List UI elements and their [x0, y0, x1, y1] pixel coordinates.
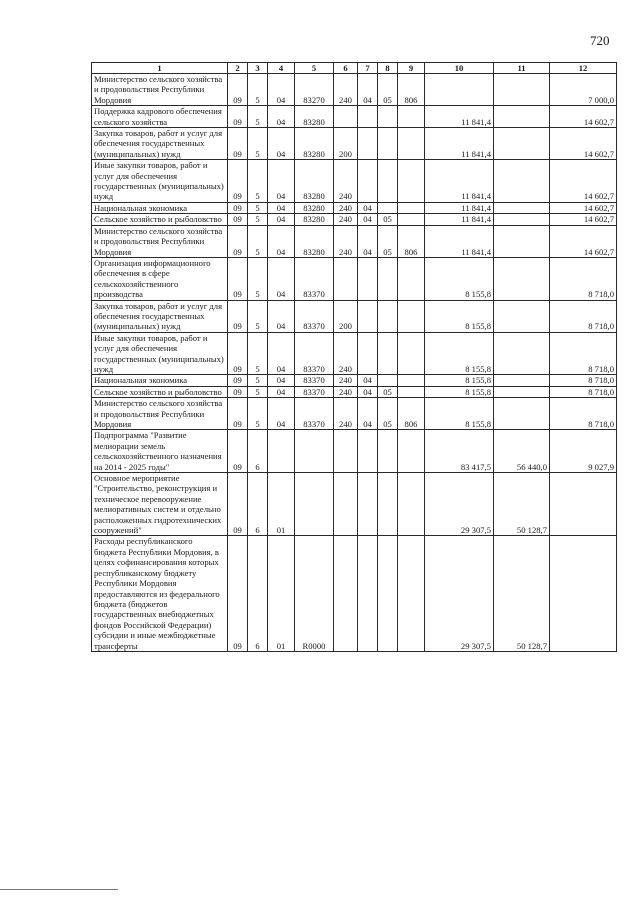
row-name-cell: Закупка товаров, работ и услуг для обеспечения государственных (муниципальных) нужд [92, 128, 228, 160]
code-cell [398, 430, 425, 473]
amount-cell: 14 602,7 [550, 106, 617, 128]
code-cell: 5 [248, 225, 268, 257]
column-header: 7 [358, 63, 378, 74]
code-cell: 5 [248, 375, 268, 386]
amount-cell: 11 841,4 [425, 202, 494, 213]
row-name-cell: Министерство сельского хозяйства и продовольствия Республики Мордовия [92, 74, 228, 106]
amount-cell [494, 128, 550, 160]
code-cell: 83270 [295, 74, 334, 106]
row-name-cell: Сельское хозяйство и рыболовство [92, 386, 228, 397]
code-cell: 5 [248, 74, 268, 106]
code-cell: 04 [268, 332, 295, 375]
code-cell: 04 [268, 225, 295, 257]
budget-table [91, 62, 617, 652]
amount-cell [494, 225, 550, 257]
code-cell [398, 300, 425, 332]
code-cell: 04 [268, 160, 295, 203]
code-cell [358, 160, 378, 203]
code-cell [334, 106, 358, 128]
table-row [92, 536, 617, 651]
code-cell: 09 [228, 473, 248, 536]
code-cell [295, 430, 334, 473]
amount-cell: 14 602,7 [550, 128, 617, 160]
code-cell [295, 473, 334, 536]
code-cell: 240 [334, 160, 358, 203]
code-cell [398, 160, 425, 203]
amount-cell: 56 440,0 [494, 430, 550, 473]
column-header: 3 [248, 63, 268, 74]
row-name-cell: Организация информационного обеспечения в сфере сельскохозяйственного производства [92, 257, 228, 300]
amount-cell: 14 602,7 [550, 160, 617, 203]
code-cell: 04 [268, 128, 295, 160]
amount-cell [425, 74, 494, 106]
table-row [92, 160, 617, 203]
code-cell: 83280 [295, 106, 334, 128]
amount-cell [494, 74, 550, 106]
code-cell: 5 [248, 398, 268, 430]
code-cell [398, 106, 425, 128]
code-cell [358, 257, 378, 300]
code-cell: 01 [268, 473, 295, 536]
code-cell: 200 [334, 128, 358, 160]
code-cell [398, 202, 425, 213]
table-row [92, 106, 617, 128]
code-cell [378, 430, 398, 473]
code-cell: 6 [248, 430, 268, 473]
table-row [92, 375, 617, 386]
table-row [92, 74, 617, 106]
amount-cell: 14 602,7 [550, 225, 617, 257]
code-cell: 09 [228, 300, 248, 332]
code-cell: 240 [334, 214, 358, 225]
code-cell: 806 [398, 398, 425, 430]
code-cell: 05 [378, 214, 398, 225]
amount-cell [494, 300, 550, 332]
code-cell: 240 [334, 74, 358, 106]
code-cell [358, 536, 378, 651]
code-cell [358, 430, 378, 473]
amount-cell [494, 398, 550, 430]
amount-cell [494, 332, 550, 375]
code-cell: 05 [378, 386, 398, 397]
code-cell [378, 375, 398, 386]
amount-cell: 8 718,0 [550, 386, 617, 397]
code-cell: 04 [358, 225, 378, 257]
code-cell [358, 128, 378, 160]
column-header: 8 [378, 63, 398, 74]
column-header: 1 [92, 63, 228, 74]
code-cell [378, 473, 398, 536]
code-cell [378, 106, 398, 128]
amount-cell [494, 375, 550, 386]
code-cell [334, 430, 358, 473]
code-cell: 01 [268, 536, 295, 651]
code-cell: 240 [334, 375, 358, 386]
table-row [92, 257, 617, 300]
code-cell: 04 [268, 257, 295, 300]
code-cell: 04 [268, 74, 295, 106]
code-cell [378, 257, 398, 300]
amount-cell: 14 602,7 [550, 214, 617, 225]
column-header: 11 [494, 63, 550, 74]
code-cell: 09 [228, 128, 248, 160]
code-cell [398, 536, 425, 651]
code-cell: 09 [228, 74, 248, 106]
code-cell: 5 [248, 214, 268, 225]
code-cell: 83370 [295, 257, 334, 300]
column-header: 12 [550, 63, 617, 74]
code-cell: 83370 [295, 300, 334, 332]
column-header: 4 [268, 63, 295, 74]
row-name-cell: Иные закупки товаров, работ и услуг для обеспечения государственных (муниципальных) нужд [92, 332, 228, 375]
code-cell: 04 [268, 106, 295, 128]
amount-cell: 14 602,7 [550, 202, 617, 213]
amount-cell [494, 214, 550, 225]
code-cell: 5 [248, 386, 268, 397]
amount-cell: 8 718,0 [550, 332, 617, 375]
amount-cell: 8 718,0 [550, 257, 617, 300]
code-cell: 09 [228, 214, 248, 225]
code-cell: 04 [268, 398, 295, 430]
amount-cell: 8 718,0 [550, 300, 617, 332]
code-cell: 09 [228, 430, 248, 473]
code-cell: 83370 [295, 398, 334, 430]
code-cell: 240 [334, 202, 358, 213]
code-cell [398, 257, 425, 300]
code-cell [378, 128, 398, 160]
code-cell [358, 300, 378, 332]
code-cell: 83370 [295, 332, 334, 375]
table-row [92, 386, 617, 397]
code-cell: 5 [248, 300, 268, 332]
code-cell [398, 473, 425, 536]
code-cell: 240 [334, 386, 358, 397]
amount-cell: 50 128,7 [494, 536, 550, 651]
row-name-cell: Министерство сельского хозяйства и продовольствия Республики Мордовия [92, 225, 228, 257]
code-cell: 83280 [295, 214, 334, 225]
code-cell: 04 [358, 74, 378, 106]
table-header-row [92, 63, 617, 74]
amount-cell: 8 718,0 [550, 375, 617, 386]
code-cell: 09 [228, 332, 248, 375]
code-cell: 05 [378, 225, 398, 257]
amount-cell: 8 155,8 [425, 257, 494, 300]
code-cell: 04 [358, 202, 378, 213]
code-cell: 240 [334, 332, 358, 375]
code-cell: 240 [334, 225, 358, 257]
code-cell: 806 [398, 225, 425, 257]
code-cell: 04 [268, 386, 295, 397]
table-row [92, 300, 617, 332]
code-cell [334, 473, 358, 536]
code-cell: 04 [358, 375, 378, 386]
amount-cell: 11 841,4 [425, 128, 494, 160]
amount-cell [494, 202, 550, 213]
row-name-cell: Поддержка кадрового обеспечения сельского хозяйства [92, 106, 228, 128]
code-cell [398, 375, 425, 386]
code-cell [268, 430, 295, 473]
amount-cell: 7 000,0 [550, 74, 617, 106]
code-cell: 806 [398, 74, 425, 106]
amount-cell [494, 160, 550, 203]
code-cell: 04 [268, 214, 295, 225]
code-cell: 6 [248, 473, 268, 536]
amount-cell [494, 386, 550, 397]
amount-cell: 11 841,4 [425, 160, 494, 203]
table-row [92, 430, 617, 473]
row-name-cell: Подпрограмма "Развитие мелиорации земель сельскохозяйственного назначения на 2014 - 2025 годы" [92, 430, 228, 473]
code-cell: 6 [248, 536, 268, 651]
code-cell: 5 [248, 160, 268, 203]
code-cell: 83370 [295, 386, 334, 397]
code-cell: 83280 [295, 128, 334, 160]
code-cell [334, 536, 358, 651]
code-cell: 83280 [295, 225, 334, 257]
code-cell: 09 [228, 375, 248, 386]
amount-cell: 9 027,9 [550, 430, 617, 473]
amount-cell: 50 128,7 [494, 473, 550, 536]
code-cell [398, 386, 425, 397]
row-name-cell: Основное мероприятие "Строительство, реконструкция и техническое перевооружение мелиоративных систем и отдельно расположенных гидротехнических сооружений" [92, 473, 228, 536]
code-cell [334, 257, 358, 300]
code-cell: 09 [228, 225, 248, 257]
amount-cell: 29 307,5 [425, 473, 494, 536]
row-name-cell: Национальная экономика [92, 375, 228, 386]
code-cell: 09 [228, 536, 248, 651]
code-cell: 09 [228, 202, 248, 213]
code-cell: 09 [228, 398, 248, 430]
code-cell [378, 332, 398, 375]
code-cell: 09 [228, 386, 248, 397]
amount-cell: 8 718,0 [550, 398, 617, 430]
column-header: 6 [334, 63, 358, 74]
amount-cell [494, 257, 550, 300]
amount-cell: 29 307,5 [425, 536, 494, 651]
code-cell: 05 [378, 398, 398, 430]
table-row [92, 202, 617, 213]
table-row [92, 398, 617, 430]
table-row [92, 225, 617, 257]
column-header: 9 [398, 63, 425, 74]
code-cell: 5 [248, 106, 268, 128]
table-row [92, 128, 617, 160]
scan-edge-line [0, 889, 118, 890]
amount-cell: 8 155,8 [425, 398, 494, 430]
code-cell: 09 [228, 257, 248, 300]
code-cell: 04 [268, 202, 295, 213]
code-cell [398, 214, 425, 225]
table-row [92, 473, 617, 536]
code-cell [378, 536, 398, 651]
code-cell [398, 332, 425, 375]
table-row [92, 214, 617, 225]
amount-cell: 11 841,4 [425, 106, 494, 128]
code-cell: 09 [228, 160, 248, 203]
code-cell: R0000 [295, 536, 334, 651]
code-cell: 04 [358, 214, 378, 225]
code-cell [378, 300, 398, 332]
amount-cell: 8 155,8 [425, 332, 494, 375]
code-cell [378, 202, 398, 213]
code-cell [398, 128, 425, 160]
amount-cell [550, 536, 617, 651]
code-cell: 5 [248, 257, 268, 300]
code-cell [378, 160, 398, 203]
column-header: 5 [295, 63, 334, 74]
code-cell [358, 332, 378, 375]
column-header: 10 [425, 63, 494, 74]
code-cell [358, 106, 378, 128]
code-cell: 04 [268, 375, 295, 386]
code-cell: 04 [358, 398, 378, 430]
amount-cell: 8 155,8 [425, 375, 494, 386]
code-cell: 5 [248, 332, 268, 375]
page-number: 720 [590, 33, 610, 48]
row-name-cell: Национальная экономика [92, 202, 228, 213]
amount-cell: 83 417,5 [425, 430, 494, 473]
row-name-cell: Сельское хозяйство и рыболовство [92, 214, 228, 225]
code-cell: 83370 [295, 375, 334, 386]
code-cell: 83280 [295, 160, 334, 203]
code-cell: 83280 [295, 202, 334, 213]
code-cell: 04 [358, 386, 378, 397]
amount-cell: 8 155,8 [425, 300, 494, 332]
row-name-cell: Иные закупки товаров, работ и услуг для обеспечения государственных (муниципальных) нужд [92, 160, 228, 203]
amount-cell: 11 841,4 [425, 225, 494, 257]
code-cell: 04 [268, 300, 295, 332]
table-row [92, 332, 617, 375]
code-cell: 240 [334, 398, 358, 430]
code-cell: 5 [248, 202, 268, 213]
code-cell: 200 [334, 300, 358, 332]
row-name-cell: Закупка товаров, работ и услуг для обеспечения государственных (муниципальных) нужд [92, 300, 228, 332]
code-cell: 05 [378, 74, 398, 106]
code-cell: 5 [248, 128, 268, 160]
amount-cell [494, 106, 550, 128]
amount-cell: 11 841,4 [425, 214, 494, 225]
code-cell [358, 473, 378, 536]
column-header: 2 [228, 63, 248, 74]
code-cell: 09 [228, 106, 248, 128]
row-name-cell: Расходы республиканского бюджета Республики Мордовия, в целях софинансирования которых республиканскому бюджету Республики Мордовия предоставляются из федерального бюджета (бюджетов государственных внебюджетных фондов Российской Федерации) субсидии и иные межбюджетные трансферты [92, 536, 228, 651]
row-name-cell: Министерство сельского хозяйства и продовольствия Республики Мордовия [92, 398, 228, 430]
amount-cell [550, 473, 617, 536]
amount-cell: 8 155,8 [425, 386, 494, 397]
